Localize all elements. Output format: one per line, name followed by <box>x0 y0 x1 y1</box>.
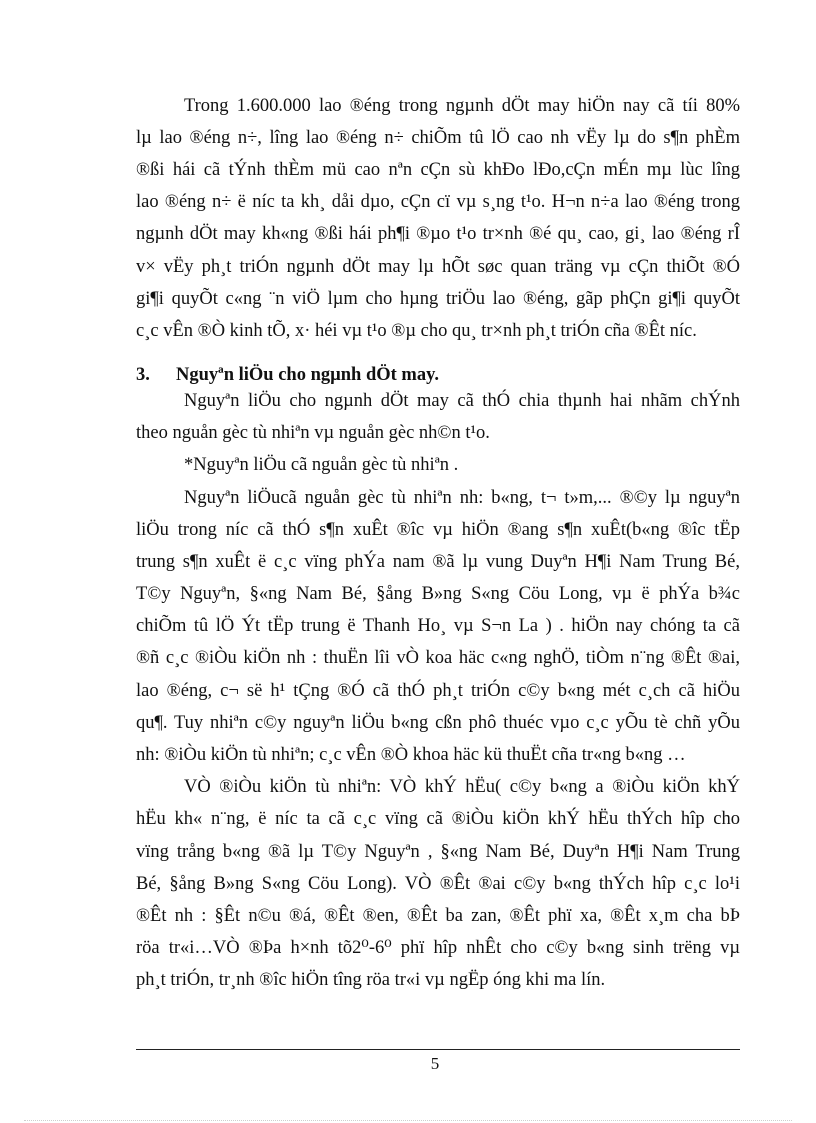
paragraph-3-line-5: chiÕm tû lÖ Ýt tËp trung ë Thanh Ho¸ vµ S¬n La ) . hiÖn nay chóng ta cã <box>136 616 740 636</box>
paragraph-3-line-3: trung s¶n xuÊt ë c¸c vïng phÝa nam ®ã lµ vung Duyªn H¶i Nam Trung Bé, <box>136 552 740 572</box>
footer-rule <box>136 1049 740 1050</box>
natural-materials-subheading: *Nguyªn liÖu cã nguån gèc tù nhiªn . <box>184 455 459 475</box>
paragraph-4-line-6: röa tr«i…VÒ ®Þa h×nh tõ2⁰-6⁰ phï hîp nhÊt cho c©y b«ng sinh trëng vµ <box>136 938 740 958</box>
paragraph-1-line-2: lµ lao ®éng n÷, lîng lao ®éng n÷ chiÕm tû lÖ cao nh vËy lµ do s¶n phÈm <box>136 128 740 148</box>
paragraph-1-line-5: ngµnh dÖt may kh«ng ®ßi hái ph¶i ®µo t¹o tr×nh ®é qu¸ cao, gi¸ lao ®éng rÎ <box>136 224 740 244</box>
paragraph-1-line-4: lao ®éng n÷ ë níc ta kh¸ dåi dµo, cÇn cï vµ s¸ng t¹o. H¬n n÷a lao ®éng trong <box>136 192 740 212</box>
paragraph-4-line-3: vïng trång b«ng ®ã lµ T©y Nguyªn , §«ng Nam Bé, Duyªn H¶i Nam Trung <box>136 842 740 862</box>
paragraph-1-line-3: ®ßi hái cã tÝnh thÈm mü cao nªn cÇn sù khÐo lÐo,cÇn mÉn mµ lùc lîng <box>136 160 740 180</box>
paragraph-4-line-1: VÒ ®iÒu kiÖn tù nhiªn: VÒ khÝ hËu( c©y b«ng a ®iÒu kiÖn khÝ <box>184 777 740 797</box>
paragraph-4-line-7: ph¸t triÓn, tr¸nh ®îc hiÖn tîng röa tr«i vµ ngËp óng khi ma lín. <box>136 970 606 990</box>
paragraph-3-line-4: T©y Nguyªn, §«ng Nam Bé, §ång B»ng S«ng Cöu Long, vµ ë phÝa b¾c <box>136 584 740 604</box>
paragraph-1-line-7: gi¶i quyÕt c«ng ¨n viÖ lµm cho hµng triÖu lao ®éng, gãp phÇn gi¶i quyÕt <box>136 289 740 309</box>
section-title: Nguyªn liÖu cho ngµnh dÖt may. <box>176 365 439 385</box>
page-bottom-border <box>24 1120 792 1121</box>
paragraph-1-line-8: c¸c vÊn ®Ò kinh tÕ, x· héi vµ t¹o ®µ cho qu¸ tr×nh ph¸t triÓn cña ®Êt níc. <box>136 321 697 341</box>
paragraph-2-line-2: theo nguån gèc tù nhiªn vµ nguån gèc nh©n t¹o. <box>136 423 490 443</box>
paragraph-3-line-1: Nguyªn liÖucã nguån gèc tù nhiªn nh: b«ng, t¬ t»m,... ®©y lµ nguyªn <box>184 488 740 508</box>
paragraph-3-line-6: ®ñ c¸c ®iÒu kiÖn nh : thuËn lîi vÒ koa häc c«ng nghÖ, tiÒm n¨ng ®Êt ®ai, <box>136 648 740 668</box>
section-heading <box>136 364 740 386</box>
page-number: 5 <box>430 1054 440 1073</box>
paragraph-1-line-6: v× vËy ph¸t triÓn ngµnh dÖt may lµ hÕt søc quan träng vµ cÇn thiÕt ®Ó <box>136 257 740 277</box>
paragraph-3-line-2: liÖu trong níc cã thÓ s¶n xuÊt ®îc vµ hiÖn ®ang s¶n xuÊt(b«ng ®îc tËp <box>136 520 740 540</box>
paragraph-4-line-5: ®Êt nh : §Êt n©u ®á, ®Êt ®en, ®Êt ba zan, ®Êt phï xa, ®Êt x¸m cha bÞ <box>136 906 740 926</box>
section-number: 3. <box>136 365 150 385</box>
paragraph-3-line-7: lao ®éng, c¬ së h¹ tÇng ®Ó cã thÓ ph¸t triÓn c©y b«ng mét c¸ch cã hiÖu <box>136 681 740 701</box>
paragraph-3-line-9: nh: ®iÒu kiÖn tù nhiªn; c¸c vÊn ®Ò khoa häc kü thuËt cña tr«ng b«ng … <box>136 745 686 765</box>
paragraph-3-line-8: qu¶. Tuy nhiªn c©y nguyªn liÖu b«ng cßn phô thuéc vµo c¸c yÕu tè chñ yÕu <box>136 713 740 733</box>
paragraph-4-line-4: Bé, §ång B»ng S«ng Cöu Long). VÒ ®Êt ®ai c©y b«ng thÝch hîp c¸c lo¹i <box>136 874 740 894</box>
paragraph-4-line-2: hËu kh« n¨ng, ë níc ta cã c¸c vïng cã ®iÒu kiÖn khÝ hËu thÝch hîp cho <box>136 809 740 829</box>
paragraph-1-line-1: Trong 1.600.000 lao ®éng trong ngµnh dÖt may hiÖn nay cã tíi 80% <box>184 96 740 116</box>
paragraph-2-line-1: Nguyªn liÖu cho ngµnh dÖt may cã thÓ chia thµnh hai nhãm chÝnh <box>184 391 740 411</box>
